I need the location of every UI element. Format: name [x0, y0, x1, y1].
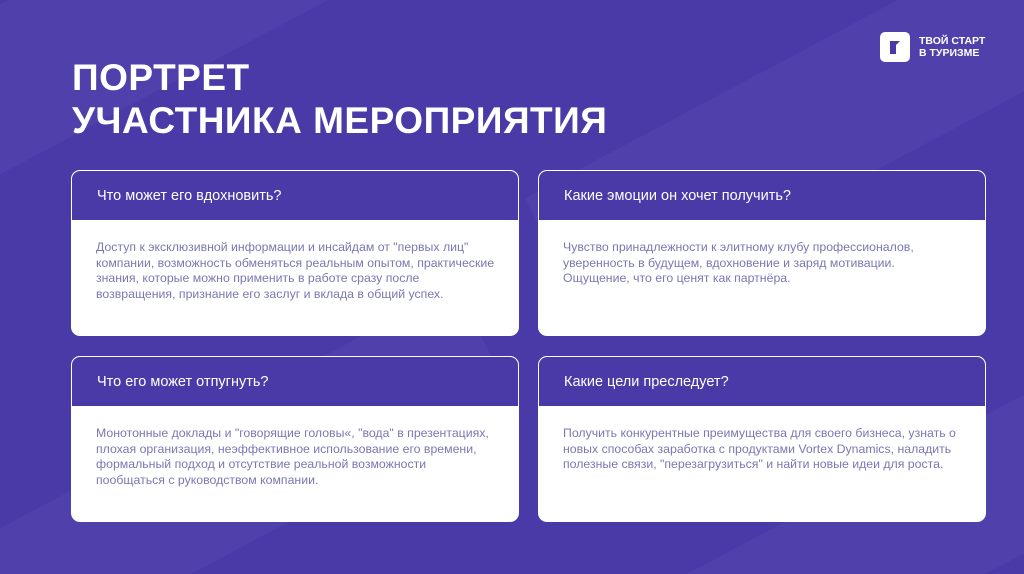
card-inspiration [71, 170, 519, 336]
page-title [72, 56, 607, 142]
card-goals [538, 356, 986, 522]
card-heading: Какие цели преследует? [538, 356, 986, 407]
card-body: Получить конкурентные преимущества для своего бизнеса, узнать о новых способах заработка с продуктами Vortex Dynamics, наладить полезные связи, "перезагрузиться" и найти новые идеи для роста. [563, 426, 956, 472]
card-heading: Какие эмоции он хочет получить? [538, 170, 986, 221]
card-body: Чувство принадлежности к элитному клубу профессионалов, уверенность в будущем, вдохновение и заряд мотивации. Ощущение, что его ценят как партнёра. [563, 240, 914, 286]
card-heading: Что может его вдохновить? [71, 170, 519, 221]
card-body: Монотонные доклады и "говорящие головы«, "вода" в презентациях, плохая организация, неэффективное использование его времени, формальный подход и отсутствие реальной возможности пообщаться с руководством компании. [96, 426, 489, 487]
logo-text [919, 35, 985, 59]
page-title-line-2: УЧАСТНИКА МЕРОПРИЯТИЯ [72, 100, 608, 141]
card-body: Доступ к эксклюзивной информации и инсайдам от "первых лиц" компании, возможность обменяться реальным опытом, практические знания, которые можно применить в работе сразу после возвращения, признание его заслуг и вклада в общий успех. [96, 240, 495, 301]
page-title-line-1: ПОРТРЕТ [72, 57, 250, 98]
card-heading: Что его может отпугнуть? [71, 356, 519, 407]
logo [880, 32, 985, 62]
card-emotions [538, 170, 986, 336]
flag-icon [880, 32, 910, 62]
logo-text-line-1: ТВОЙ СТАРТ [919, 35, 986, 47]
card-deterrents [71, 356, 519, 522]
logo-text-line-2: В ТУРИЗМЕ [919, 47, 980, 59]
